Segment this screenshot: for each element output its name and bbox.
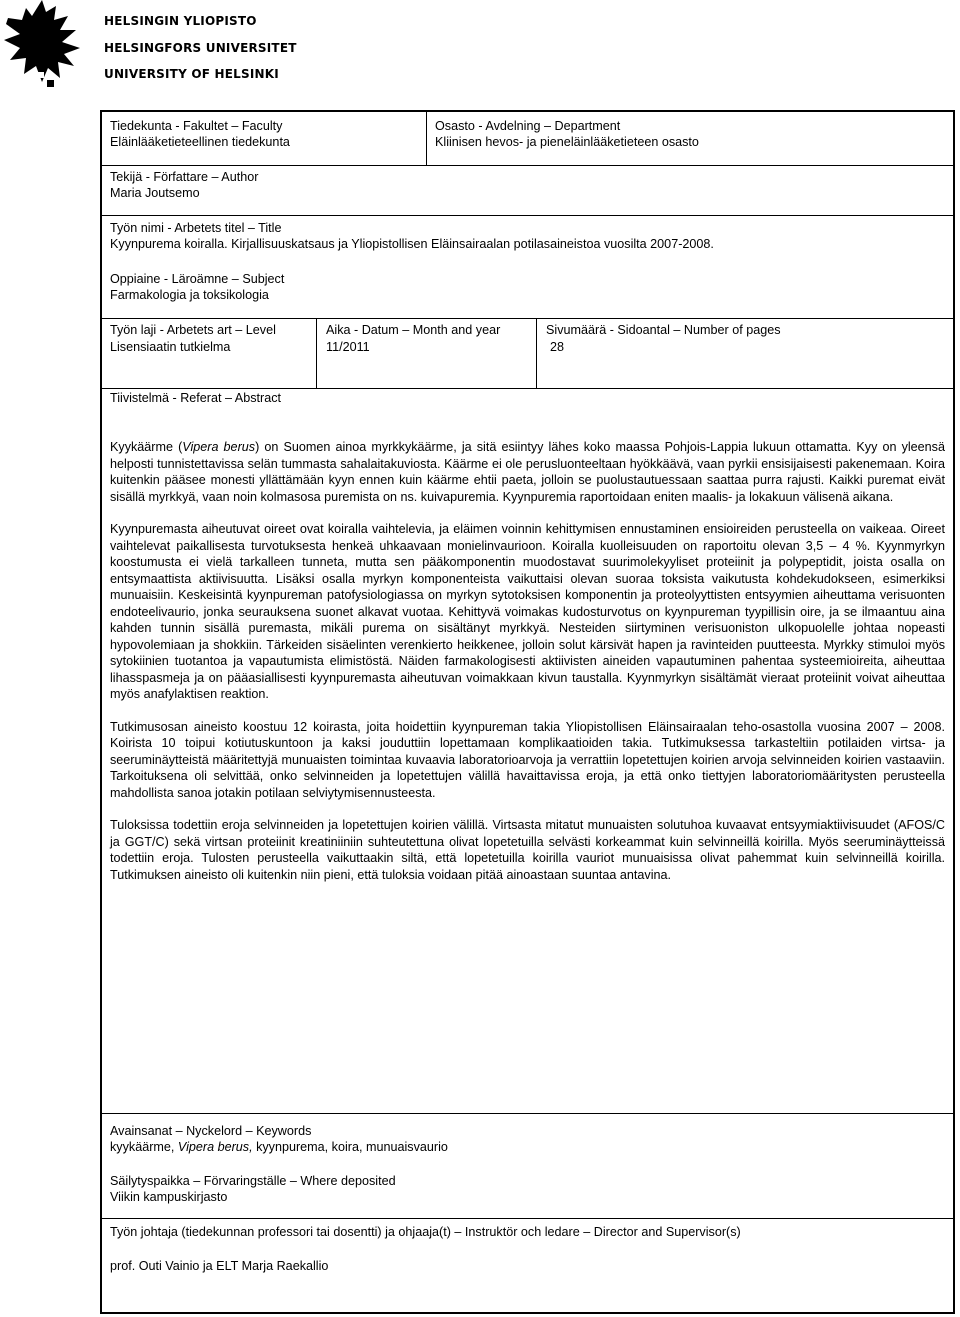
divider [101, 388, 953, 389]
divider [101, 1218, 953, 1219]
faculty-label: Tiedekunta - Fakultet – Faculty [110, 119, 283, 133]
faculty-value: Eläinlääketieteellinen tiedekunta [110, 135, 290, 149]
subject-value: Farmakologia ja toksikologia [110, 288, 269, 302]
pages-label: Sivumäärä - Sidoantal – Number of pages [546, 323, 781, 337]
author-label: Tekijä - Författare – Author [110, 170, 259, 184]
divider [101, 318, 953, 319]
keywords-label: Avainsanat – Nyckelord – Keywords [110, 1124, 312, 1138]
abstract-paragraph-3: Tutkimusosan aineisto koostuu 12 koirasta, joita hoidettiin kyynpureman takia Yliopistollisen Eläinsairaalan teho-osastolla vuosina 2007 – 2008. Koirista 10 toipui kotiutuskuntoon ja kaksi jouduttiin lopettamaan komplikaatioiden takia. Tutkimuksessa tarkasteltiin potilaiden virtsa- ja seeruminäytteistä määritettyjä munuaisten toimintaa kuvaavia laboratorioarvoja ja verrattiin lopetettujen koirien arvoja selvinneiden koirien vastaaviin. Tarkoituksena oli selvittää, onko selvinneiden ja lopetettujen välillä havaittavissa eroja, ja että onko tiettyjen laboratoriomääritysten perusteella mahdollista sanoa jotakin potilaan selviytymisennusteesta. [110, 719, 945, 800]
university-name-sv: HELSINGFORS UNIVERSITET [104, 41, 297, 55]
abstract-body [110, 439, 945, 899]
abstract-label: Tiivistelmä - Referat – Abstract [110, 391, 281, 405]
divider [316, 318, 317, 388]
date-value: 11/2011 [326, 340, 370, 354]
divider [101, 215, 953, 216]
deposited-value: Viikin kampuskirjasto [110, 1190, 228, 1204]
abstract-paragraph-2: Kyynpuremasta aiheutuvat oireet ovat koiralla vaihtelevia, ja eläimen voinnin kehittymisen ennustaminen ensioireiden perusteella on vaikeaa. Oireet vaihtelevat paikallisesta turvotuksesta henkeä uhkaavaan monielinvaurioon. Koiralla kuolleisuuden on raportoitu olevan 3,5 – 4 %. Kyynmyrkyn koostumusta ei vielä tarkalleen tunneta, mutta sen pääkomponentin muodostavat suurimolekyyliset proteiinit ja polypeptidit, joista osalla on entsymaattista aktiivisuutta. Lisäksi osalla myrkyn komponenteista vaikuttaisi olevan suoraa toksista vaikutusta kohdekudokseen, esimerkiksi munuaisiin. Keskeisintä kyynpureman patofysiologiassa on myrkyn sytotoksisen komponentin ja proteolyyttisten entsyymien aiheuttama verisuonten endoteelivaurio, jonka seurauksena suonet alkavat vuotaa. Kehittyvä voimakas kudosturvotus on kyynpureman tyypillisin oire, ja se ilmaantuu aina kahden tunnin sisällä puremasta, mikäli purema on sisältänyt myrkkyä. Nesteiden siirtyminen verisuoniston ulkopuolelle johtaa nopeasti hypovolemiaan ja shokkiin. Tärkeiden sisäelinten verenkierto heikkenee, jolloin solut kärsivät hapen ja ravinteiden puutteesta. Myrkky stimuloi myös sytokiinien tuotantoa ja vapautumista elimistöstä. Näiden farmakologisesti aktiivisten aineiden vapautuminen pahentaa systeemioireita, aiheuttaa lihasspasmeja ja on pääasiallisesti kyynpuremasta aiheutuvan voimakkaan kivun taustalla. Kyynmyrkyn sisältämät vieraat proteiinit voivat aiheuttaa myös anafylaktisen reaktion. [110, 522, 945, 701]
abstract-paragraph-4: Tuloksissa todettiin eroja selvinneiden ja lopetettujen koirien välillä. Virtsasta mitatut munuaisten solutuhoa kuvaavat entsyymiaktiivisuudet (AFOS/C ja GGT/C) sekä virtsan proteiinit kreatiniiniin suhteutettuna olivat lopetetuilla selvästi korkeammat kuin selvinneillä koirilla. Myös seeruminäytteissä todettiin eroja. Tulosten perusteella vaikuttaakin siltä, että lopetetuilla koirilla vauriot munuaisissa olivat pahemmat kuin selvinneillä koirilla. Tutkimuksen aineisto oli kuitenkin niin pieni, että tuloksia voidaan pitää ainoastaan suuntaa antavina. [110, 818, 945, 882]
divider [101, 165, 953, 166]
university-logo-icon [2, 0, 98, 94]
supervisor-label: Työn johtaja (tiedekunnan professori tai dosentti) ja ohjaaja(t) – Instruktör och ledare – Director and Supervisor(s) [110, 1225, 741, 1239]
department-value: Kliinisen hevos- ja pieneläinlääketieteen osasto [435, 135, 699, 149]
author-value: Maria Joutsemo [110, 186, 200, 200]
department-label: Osasto - Avdelning – Department [435, 119, 621, 133]
university-name-en: UNIVERSITY OF HELSINKI [104, 67, 279, 81]
species-name: Vipera berus [182, 440, 256, 454]
date-label: Aika - Datum – Month and year [326, 323, 501, 337]
level-label: Työn laji - Arbetets art – Level [110, 323, 276, 337]
deposited-label: Säilytyspaikka – Förvaringställe – Where deposited [110, 1174, 396, 1188]
divider [536, 318, 537, 388]
title-value: Kyynpurema koiralla. Kirjallisuuskatsaus ja Yliopistollisen Eläinsairaalan potilasaineistoa vuosilta 2007-2008. [110, 237, 714, 251]
keywords-value: kyykäärme, Vipera berus, kyynpurema, koira, munuaisvaurio [110, 1140, 448, 1154]
abstract-paragraph-1: Kyykäärme (Vipera berus) on Suomen ainoa myrkkykäärme, ja sitä esiintyy lähes koko maassa Pohjois-Lappia lukuun ottamatta. Kyy on yleensä helposti tunnistettavissa selän tummasta sahalaitakuviosta. Käärme ei ole perusluonteeltaan hyökkäävä, vaan pyrkii ensisijaisesti pakenemaan. Koira kuitenkin pääsee monesti yllättämään kyyn ennen kuin käärme ehtii paeta, jolloin se puolustautuessaan saattaa purra rajusti. Kaikki puremat eivät sisällä myrkkyä, vaan noin kolmasosa puremista on ns. kuivapuremia. Kyynpuremia raportoidaan eniten maalis- ja lokakuun välisenä aikana. [110, 440, 945, 504]
pages-value: 28 [550, 340, 565, 354]
university-name-fi: HELSINGIN YLIOPISTO [104, 14, 257, 28]
level-value: Lisensiaatin tutkielma [110, 340, 231, 354]
title-label: Työn nimi - Arbetets titel – Title [110, 221, 282, 235]
supervisor-value: prof. Outi Vainio ja ELT Marja Raekallio [110, 1259, 329, 1273]
subject-label: Oppiaine - Läroämne – Subject [110, 272, 285, 286]
divider [426, 111, 427, 165]
divider [101, 1113, 953, 1114]
